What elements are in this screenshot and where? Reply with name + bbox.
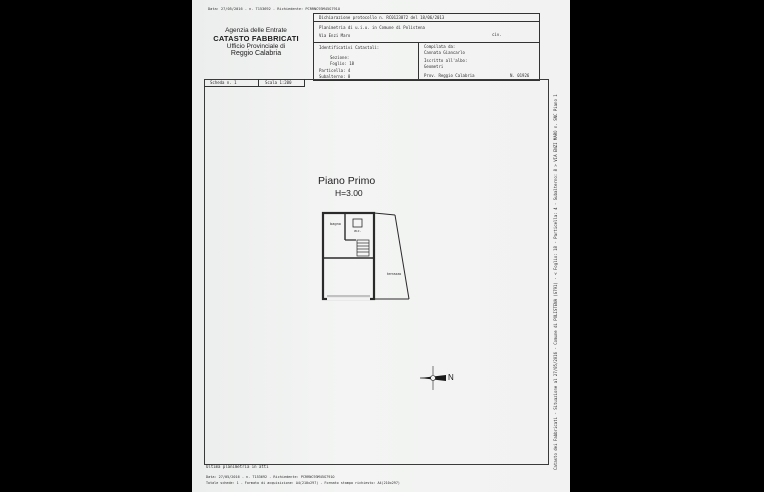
plan-height: H=3.00 [335,188,363,198]
catasto-title: CATASTO FABBRICATI [213,34,299,43]
footer-request-line: Data: 27/05/2016 - n. T153692 - Richiedente: PCRRNC93M45G791O [206,475,335,479]
compiler-name: Cannata Giancarlo [424,50,465,55]
stairs [357,240,369,256]
agency-name: Agenzia delle Entrate [225,27,287,34]
fixture [353,219,362,227]
terrace-edge-top [374,213,395,215]
top-request-line: Data: 27/05/2016 - n. T153692 - Richiedente: PCRRNC93M45G791O [208,7,340,11]
side-cadastral-info: Catasto dei Fabbricati - Situazione al 27/05/2016 - Comune di POLISTENA (G791) - < Foglio: 18 - Particella: 4 - Subalterno: 8 > VIA ENZI MARO n. SNC Piano 1 [553,94,558,470]
particella: Particella: 4 [319,68,351,73]
terrace-edge-right [395,215,409,299]
room-label-bagno: bagno [330,222,341,226]
compass [420,366,446,390]
foglio: Foglio: 18 [330,61,355,66]
office-city: Reggio Calabria [230,50,282,57]
sezione: Sezione: [330,55,350,60]
subalterno: Subalterno: 8 [319,74,351,79]
room-label-wc: w.c. [354,229,361,233]
civic-number: civ. [492,32,502,37]
ultima-planimetria: Ultima planimetria in atti [206,464,269,469]
iscritto-label: Iscritto all'albo: [424,58,468,63]
province: Prov. Reggio Calabria [424,73,475,78]
declaration-line: Dichiarazione protocollo n. RC0123872 del 18/06/2013 [319,15,445,20]
plan-title: Piano Primo [318,175,376,187]
compilata-label: Compilata da: [424,44,456,49]
scheda-number: Scheda n. 1 [210,80,237,85]
scale: Scala 1:200 [265,80,292,85]
footer-format-line: Totale schede: 1 - Formato di acquisizione: A4(210x297) - Formato stampa richiesto: A4(210x297) [206,481,400,485]
registration-number: N. 01926 [510,73,530,78]
terrace-label: terrazzo [387,272,402,276]
compass-north-letter: N [448,373,454,382]
floorplan-municipality: Planimetria di u.i.u. in Comune di Polistena [319,25,425,30]
address: Via Enzi Maro [319,33,351,38]
identificativi-label: Identificativi Catastali: [319,45,380,50]
office-label: Ufficio Provinciale di [226,43,286,50]
albo: Geometri [424,64,444,69]
